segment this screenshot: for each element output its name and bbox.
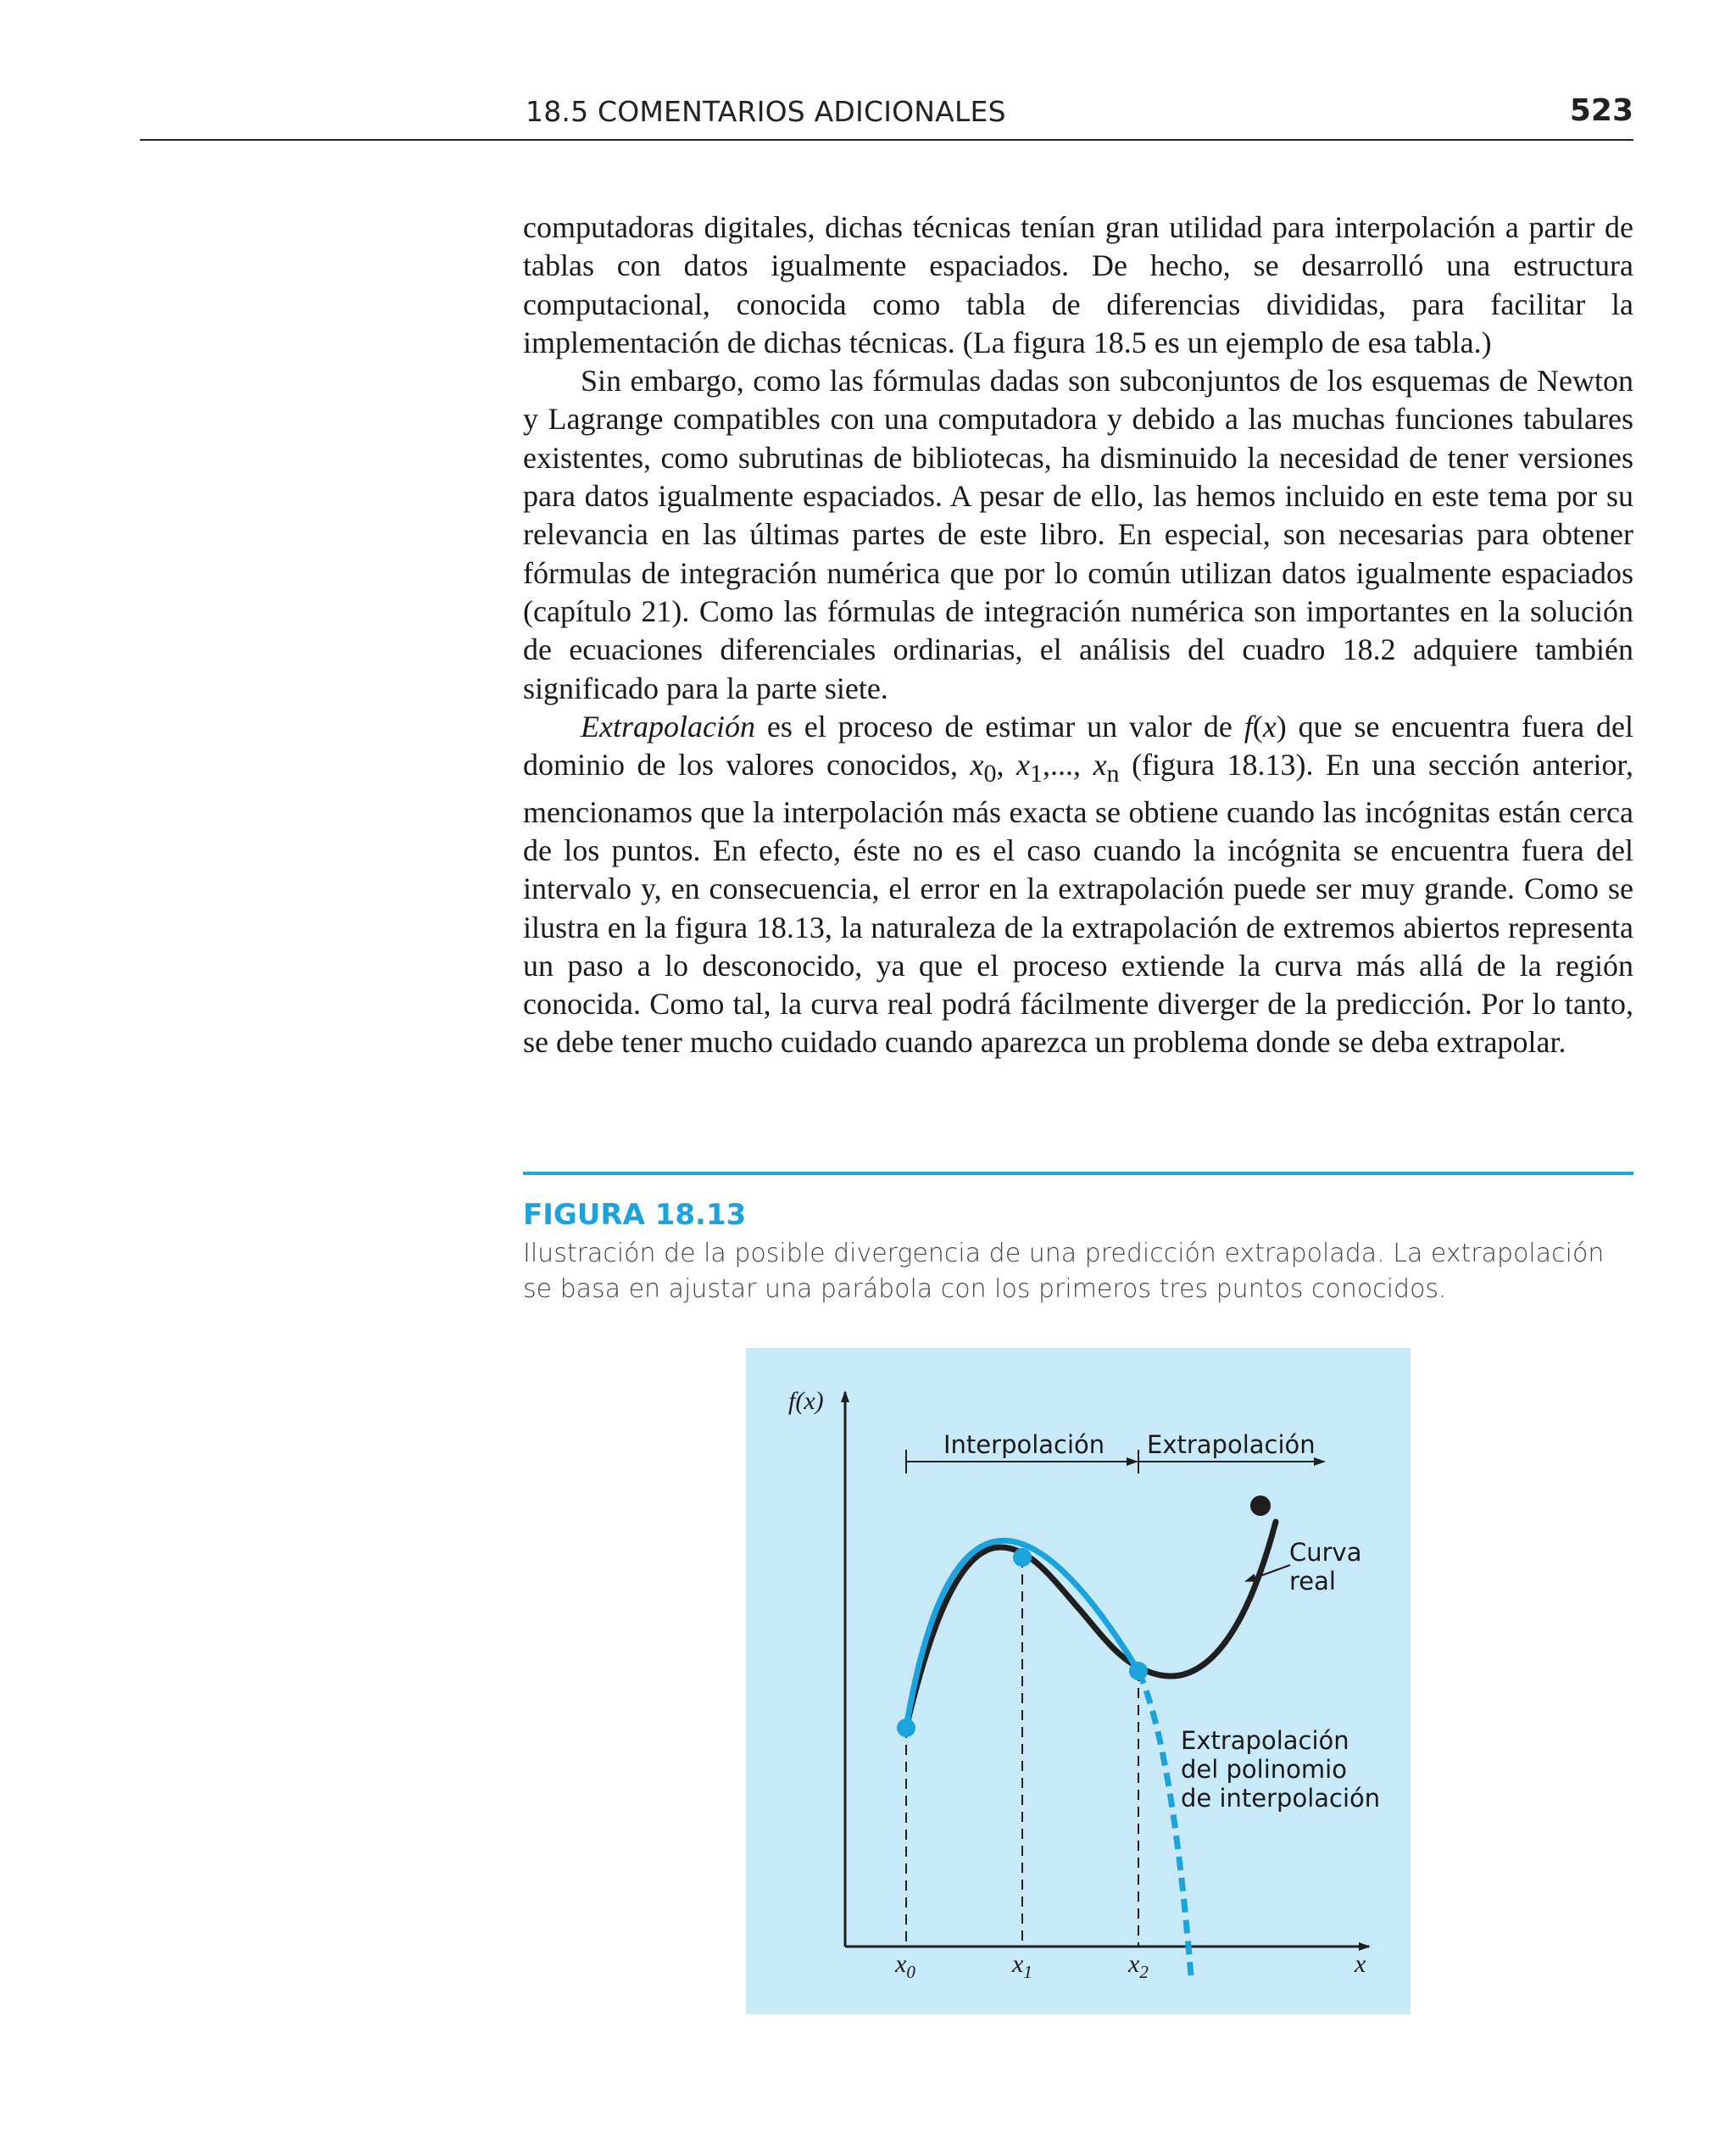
paragraph-3: Extrapolación es el proceso de estimar un valor de f(x) que se encuentra fuera del dominio de los valores conocidos, $x_0$, $x_1$,..., $x_n$ (figura 18.13). En una sección anterior, mencionamos que la interpolación más exacta se obtiene cuando las incógnitas están cerca de los puntos. En efecto, éste no es el caso cuando la incógnita se encuentra fuera del intervalo y, en consecuencia, el error en la extrapolación puede ser muy grande. Como se ilustra en la figura 18.13, la naturaleza de la extrapolación de extremos abiertos representa un paso a lo desconocido, ya que el proceso extiende la curva más allá de la región conocida. Como tal, la curva real podrá fácilmente diverger de la predicción. Por lo tanto, se debe tener mucho cuidado cuando aparezca un problema donde se deba extrapolar. <box>523 709 1634 1060</box>
polynomial-extrapolation <box>1138 1671 1191 1975</box>
paragraph-2: Sin embargo, como las fórmulas dadas son subconjuntos de los esquemas de Newton y Lagrange compatibles con una computadora y debido a las muchas funciones tabulares existentes, como subrutinas de bibliotecas, ha disminuido la necesidad de tener versiones para datos igualmente espaciados. A pesar de ello, las hemos incluido en este tema por su relevancia en las últimas partes de este libro. En especial, son necesarias para obtener fórmulas de integración numérica que por lo común utilizan datos igualmente espaciados (capítulo 21). Como las fórmulas de integración numérica son importantes en la solución de ecuaciones diferenciales ordinarias, el análisis del cuadro 18.2 adquiere también significado para la parte siete. <box>523 364 1633 705</box>
page-header <box>140 95 1633 141</box>
y-axis-label: f(x) <box>788 1387 824 1415</box>
extrapolation-label: Extrapolación <box>1147 1430 1316 1459</box>
real-curve-endpoint <box>1250 1496 1271 1516</box>
term-extrapolacion: Extrapolación <box>581 709 755 744</box>
figure-label: FIGURA 18.13 <box>523 1198 747 1232</box>
page-number: 523 <box>1569 93 1633 128</box>
figure-extrapolation <box>746 1348 1410 2014</box>
poly-label-line2: del polinomio <box>1181 1755 1347 1784</box>
body-text <box>523 209 1633 1062</box>
running-head: 18.5 COMENTARIOS ADICIONALES <box>526 95 1006 128</box>
poly-label-line1: Extrapolación <box>1181 1726 1349 1755</box>
poly-label-line3: de interpolación <box>1181 1784 1381 1813</box>
x-axis-label: x <box>1355 1950 1366 1978</box>
real-curve-leader <box>1246 1565 1290 1581</box>
point-x1 <box>1013 1548 1032 1567</box>
extrapolation-diagram <box>746 1348 1410 2014</box>
real-curve-label-line2: real <box>1289 1567 1336 1596</box>
real-curve-label-line1: Curva <box>1289 1538 1362 1567</box>
tick-x1: $x_1$ <box>1012 1950 1032 1982</box>
real-curve <box>906 1522 1276 1728</box>
interpolation-label: Interpolación <box>943 1430 1105 1459</box>
point-x2 <box>1129 1662 1148 1680</box>
point-x0 <box>897 1718 915 1737</box>
paragraph-1: computadoras digitales, dichas técnicas tenían gran utilidad para interpolación a partir de tablas con datos igualmente espaciados. De hecho, se desarrolló una estructura computacional, conocida como tabla de diferencias divididas, para facilitar la implementación de dichas técnicas. (La figura 18.5 es un ejemplo de esa tabla.) <box>523 210 1633 359</box>
figure-caption: Ilustración de la posible divergencia de una predicción extrapolada. La extrapolación se basa en ajustar una parábola con los primeros tres puntos conocidos. <box>523 1239 1605 1304</box>
tick-x0: $x_0$ <box>895 1950 915 1982</box>
tick-x2: $x_2$ <box>1128 1950 1149 1982</box>
figure-divider <box>523 1172 1633 1175</box>
